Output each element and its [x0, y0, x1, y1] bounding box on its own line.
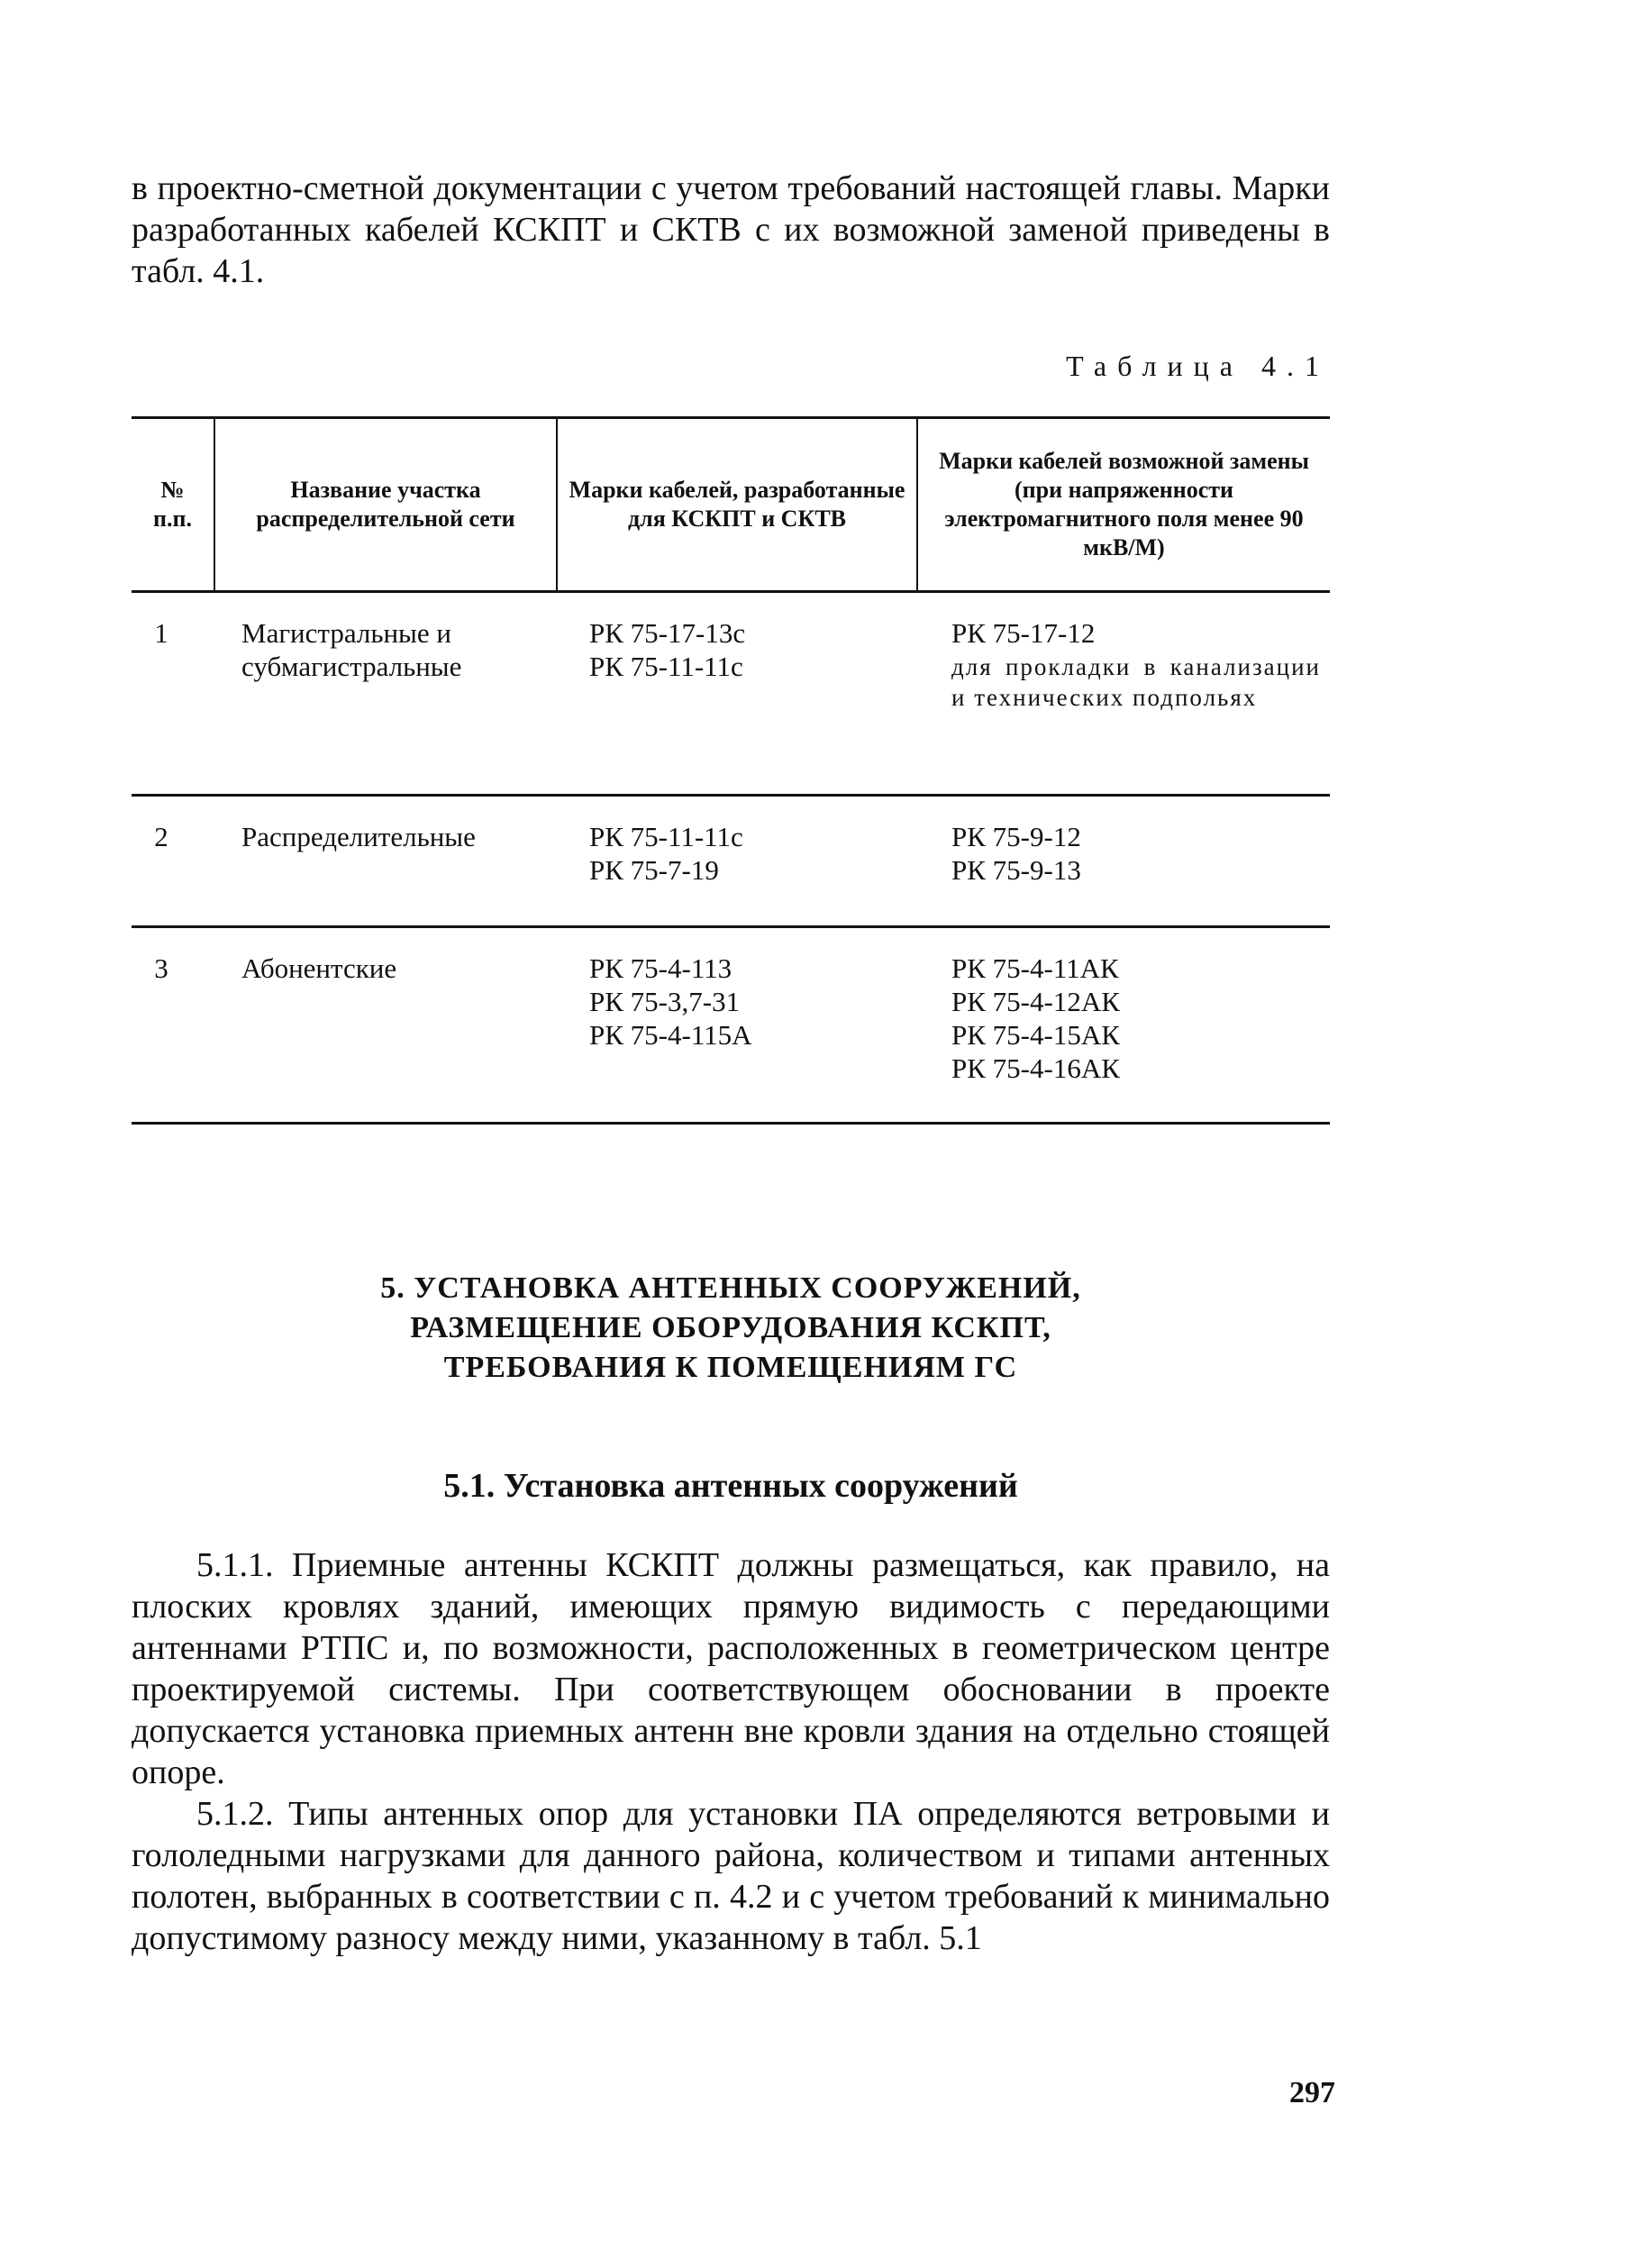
- header-name: Название участка распределительной сети: [214, 418, 557, 592]
- row-replacement: [917, 927, 1330, 1124]
- subsection-heading: 5.1. Установка антенных сооружений: [443, 1467, 1018, 1505]
- row-num: 3: [132, 927, 214, 1124]
- table-caption: Таблица 4.1: [1066, 350, 1330, 382]
- table-row: [132, 927, 1330, 1124]
- replacement-mark: РК 75-4-15АК: [951, 1019, 1120, 1051]
- row-name: [214, 592, 557, 796]
- replacement-mark: РК 75-9-13: [951, 854, 1081, 886]
- cable-mark: РК 75-11-11с: [589, 651, 743, 682]
- row-name-line: Магистральные и: [241, 617, 451, 649]
- replacement-mark: РК 75-9-12: [951, 821, 1081, 852]
- section-heading: [132, 1269, 1330, 1388]
- replacement-mark: РК 75-17-12: [951, 617, 1096, 649]
- table-row: [132, 592, 1330, 796]
- section-heading-line: 5. УСТАНОВКА АНТЕННЫХ СООРУЖЕНИЙ,: [380, 1271, 1081, 1305]
- cable-mark: РК 75-17-13с: [589, 617, 746, 649]
- replacement-mark: РК 75-4-11АК: [951, 952, 1119, 984]
- paragraph-5-1-1: 5.1.1. Приемные антенны КСКПТ должны размещаться, как правило, на плоских кровлях зданий, имеющих прямую видимость с передающими антеннами РТПС и, по возможности, расположенных в геометрическом центре проектируемой системы. При соответствующем обосновании в проекте допускается установка приемных антенн вне кровли здания на отдельно стоящей опоре.: [132, 1546, 1330, 1791]
- row-name-line: субмагистральные: [241, 651, 462, 682]
- row-name-line: Абонентские: [241, 952, 397, 984]
- page-number: 297: [1289, 2076, 1335, 2109]
- cable-mark: РК 75-4-115А: [589, 1019, 752, 1051]
- row-num: 1: [132, 592, 214, 796]
- row-marks: [557, 796, 917, 927]
- row-name: [214, 796, 557, 927]
- row-name-line: Распределительные: [241, 821, 476, 852]
- header-replacement: Марки кабелей возможной замены (при напряженности электромагнитного поля менее 90 мкВ/М): [917, 418, 1330, 592]
- cable-mark: РК 75-7-19: [589, 854, 719, 886]
- table-header-row: [132, 418, 1330, 592]
- replacement-mark: РК 75-4-16АК: [951, 1052, 1120, 1084]
- row-num: 2: [132, 796, 214, 927]
- row-replacement: [917, 592, 1330, 796]
- row-name: [214, 927, 557, 1124]
- header-marks: Марки кабелей, разработанные для КСКПТ и СКТВ: [557, 418, 917, 592]
- header-num-line2: п.п.: [153, 506, 192, 532]
- section-body: [132, 1544, 1330, 1959]
- cable-mark: РК 75-4-113: [589, 952, 733, 984]
- table-row: [132, 796, 1330, 927]
- header-num-line1: №: [160, 477, 185, 503]
- paragraph-5-1-2: 5.1.2. Типы антенных опор для установки ПА определяются ветровыми и гололедными нагрузками для данного района, количеством и типами антенных полотен, выбранных в соответствии с п. 4.2 и с учетом требований к минимально допустимому разносу между ними, указанному в табл. 5.1: [132, 1795, 1330, 1957]
- cable-mark: РК 75-11-11с: [589, 821, 743, 852]
- header-num: [132, 418, 214, 592]
- row-marks: [557, 927, 917, 1124]
- row-replacement: [917, 796, 1330, 927]
- replacement-note: для прокладки в канализации и технических подпольях: [951, 653, 1321, 711]
- section-heading-line: ТРЕБОВАНИЯ К ПОМЕЩЕНИЯМ ГС: [443, 1351, 1018, 1384]
- row-marks: [557, 592, 917, 796]
- cable-mark: РК 75-3,7-31: [589, 986, 741, 1017]
- section-heading-line: РАЗМЕЩЕНИЕ ОБОРУДОВАНИЯ КСКПТ,: [410, 1311, 1051, 1344]
- replacement-mark: РК 75-4-12АК: [951, 986, 1120, 1017]
- intro-paragraph: в проектно-сметной документации с учетом требований настоящей главы. Марки разработанных кабелей КСКПТ и СКТВ с их возможной заменой приведены в табл. 4.1.: [132, 169, 1330, 290]
- cable-table: [132, 416, 1330, 1125]
